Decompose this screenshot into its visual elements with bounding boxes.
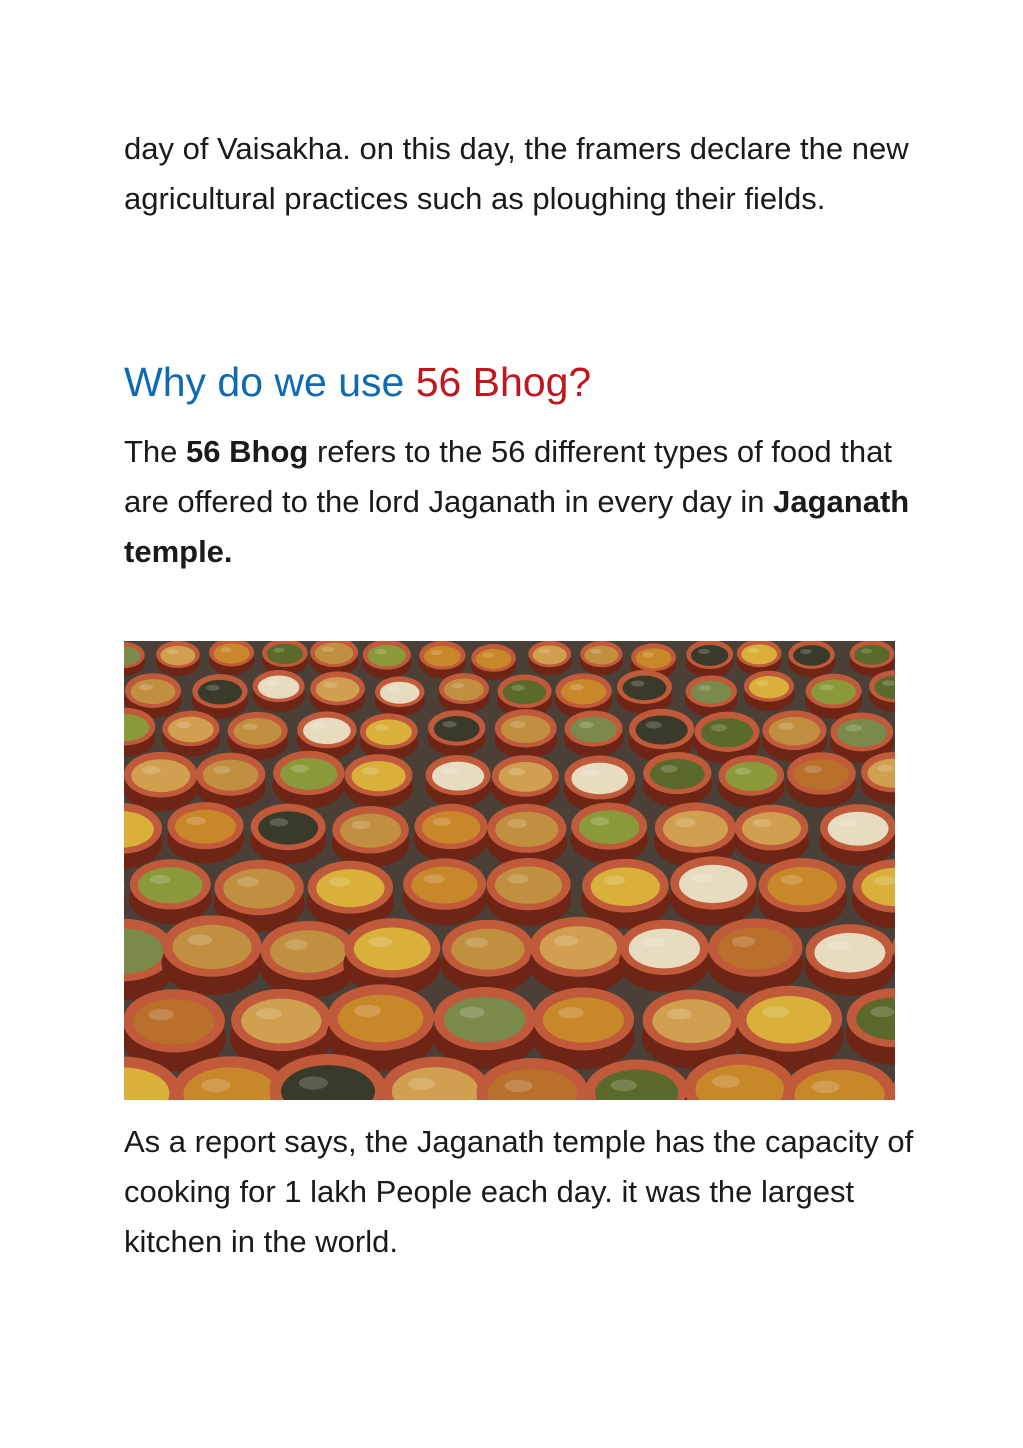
clay-pot (819, 804, 895, 865)
clay-pot (162, 915, 263, 995)
clay-pot (580, 641, 623, 675)
clay-pot (441, 920, 534, 994)
clay-pot (788, 641, 835, 677)
section-heading (124, 352, 591, 412)
clay-pot (272, 751, 345, 809)
clay-pot (402, 858, 487, 925)
clay-pot (344, 754, 413, 809)
clay-pot (734, 805, 809, 864)
clay-pot (643, 752, 712, 807)
clay-pot (529, 917, 628, 995)
clay-pot (343, 918, 441, 995)
clay-pot (374, 676, 424, 716)
clay-pot (310, 671, 366, 715)
clay-pot (419, 641, 466, 678)
clay-pot (718, 755, 785, 808)
clay-pot (805, 924, 895, 995)
clay-pot (471, 644, 517, 680)
clay-pot (564, 711, 623, 758)
clay-pot (227, 712, 288, 760)
bhog-bold-2: Jaganath temple. (124, 484, 910, 569)
clay-pot (167, 802, 245, 863)
food-pots-image (124, 641, 895, 1100)
clay-pot (758, 858, 847, 928)
clay-pot (156, 641, 201, 676)
clay-pot (581, 859, 669, 929)
clay-pot (619, 920, 710, 992)
clay-pot (252, 670, 305, 712)
clay-pot (570, 803, 647, 864)
clay-pot (669, 856, 757, 925)
bhog-text-1: The (124, 434, 187, 469)
clay-pot (250, 804, 326, 864)
clay-pot (195, 753, 266, 809)
clay-pot (162, 711, 220, 757)
heading-text-blue: Why do we use (124, 359, 416, 405)
clay-pot (433, 987, 537, 1069)
clay-pot (494, 709, 557, 759)
clay-pot (707, 918, 803, 994)
heading-text-red: 56 Bhog? (415, 359, 592, 405)
clay-pot (428, 710, 486, 756)
clay-pot (486, 858, 572, 926)
clay-pot (491, 755, 559, 809)
clay-pot (362, 641, 411, 679)
clay-pot (743, 671, 794, 711)
clay-pot (438, 673, 489, 713)
clay-pot (124, 752, 198, 811)
bhog-paragraph (124, 427, 914, 577)
clay-pot (332, 806, 410, 868)
clay-pot (686, 641, 734, 678)
intro-paragraph: day of Vaisakha. on this day, the framers declare the new agricultural practices such as ploughing their fields. (124, 131, 909, 216)
clay-pot (736, 641, 782, 676)
clay-pot (685, 675, 737, 716)
bhog-text-2: refers to the 56 different types of food that are offered to the lord Jaganath in every day in (124, 434, 892, 519)
clay-pot (849, 641, 895, 676)
clay-pot (425, 755, 491, 807)
clay-pot (310, 641, 359, 676)
clay-pot (805, 674, 862, 719)
clay-pot (616, 670, 672, 714)
bhog-bold-1: 56 Bhog (186, 434, 309, 469)
clay-pot (359, 713, 418, 760)
clay-pot (528, 641, 572, 675)
food-pots-photo (124, 641, 895, 1100)
clay-pot (414, 804, 489, 863)
clay-pot (532, 988, 635, 1070)
clay-pot (786, 752, 856, 807)
kitchen-paragraph: As a report says, the Jaganath temple has the capacity of cooking for 1 lakh People each day. it was the largest kitchen in the world. (124, 1124, 914, 1259)
clay-pot (262, 641, 308, 676)
clay-pot (209, 641, 255, 675)
clay-pot (487, 804, 567, 868)
clay-pot (260, 921, 357, 998)
clay-pot (129, 859, 212, 924)
